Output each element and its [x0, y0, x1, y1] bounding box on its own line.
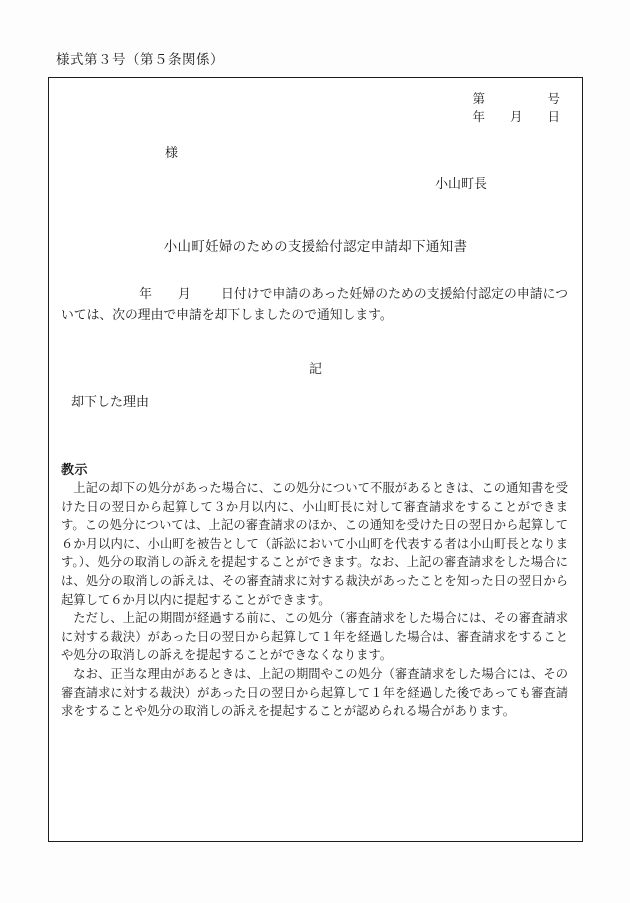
document-number-line: 第 号 [472, 92, 560, 106]
document-meta-block [472, 90, 560, 126]
instructions-paragraph: 上記の却下の処分があった場合に、この処分について不服があるときは、この通知書を受けた日の翌日から起算して３か月以内に、小山町長に対して審査請求をすることができます。この処分については、上記の審査請求のほか、この通知を受けた日の翌日から起算して６か月以内に、小山町を被告として（訴訟において小山町を代表する者は小山町長となります。）、処分の取消しの訴えを提起することができます。なお、上記の審査請求をした場合には、処分の取消しの訴えは、その審査請求に対する裁決があったことを知った日の翌日から起算して６か月以内に提起することができます。 [61, 481, 568, 607]
document-frame [48, 77, 583, 842]
instructions-heading: 教示 [61, 462, 89, 477]
form-number-label: 様式第３号（第５条関係） [56, 52, 224, 67]
reason-label: 却下した理由 [71, 394, 150, 409]
document-title: 小山町妊婦のための支援給付認定申請却下通知書 [163, 239, 468, 254]
instructions-paragraph: なお、正当な理由があるときは、上記の期間やこの処分（審査請求をした場合には、その審査請求に対する裁決）があった日の翌日から起算して１年を経過した後であっても審査請求をすることや処分の取消しの訴えを提起することが認められる場合があります。 [61, 666, 568, 719]
body-month-label: 月 [177, 287, 191, 301]
document-date-line: 年 月 日 [472, 110, 560, 124]
instructions-paragraph: ただし、上記の期間が経過する前に、この処分（審査請求をした場合には、その審査請求に対する裁決）があった日の翌日から起算して１年を経過した場合は、審査請求をすることや処分の取消しの訴えを提起することができなくなります。 [61, 611, 568, 663]
issuer-name: 小山町長 [434, 176, 487, 191]
recipient-honorific: 様 [165, 145, 179, 160]
body-year-label: 年 [139, 287, 152, 301]
instructions-section [61, 459, 568, 721]
ki-marker: 記 [308, 361, 322, 376]
document-frame-inner [49, 78, 582, 841]
body-paragraph [61, 284, 568, 326]
body-main-text: 日付けで申請のあった妊婦のための支援給付認定の申請については、次の理由で申請を却下しましたので通知します。 [61, 287, 569, 322]
